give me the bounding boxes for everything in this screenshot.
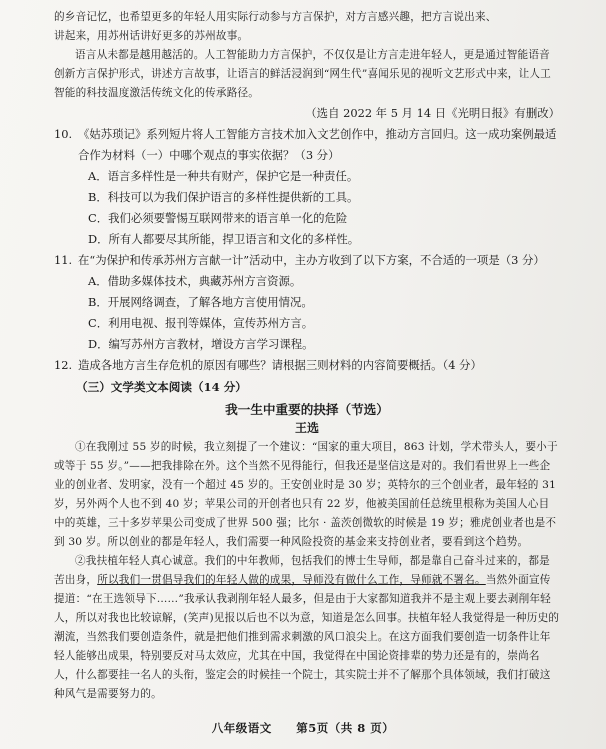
option-a: A．语言多样性是一种共有财产，保护它是一种责任。: [88, 169, 359, 183]
page-footer: [0, 720, 606, 736]
passage-paragraph: 语言从未都是越用越活的。人工智能助力方言保护，不仅仅是让方言走进年轻人，更是通过智能语音创新方言保护形式，讲述方言故事，让语言的鲜活浸润到“网生代”喜闻乐见的视听文艺形式中来，让人工智能的科技温度激活传统文化的传承路径。: [54, 49, 551, 99]
question-text: 造成各地方言生存危机的原因有哪些？请根据三则材料的内容简要概括。（4 分）: [78, 358, 482, 372]
question-text: 《姑苏琐记》系列短片将人工智能方言技术加入文艺创作中，推动方言回归。这一成功案例最适合作为材料（一）中哪个观点的事实依据？（3 分）: [78, 127, 557, 162]
question-number: 10.: [54, 127, 73, 141]
option-a: A．借助多媒体技术，典藏苏州方言资源。: [88, 274, 302, 288]
option-b: B．开展网络调查，了解各地方言使用情况。: [88, 295, 313, 309]
question-10: [54, 124, 560, 166]
question-number: 11.: [54, 253, 73, 267]
section-heading: （三）文学类文本阅读（14 分）: [76, 380, 247, 394]
article-title: 我一生中重要的抉择（节选）: [225, 402, 389, 417]
question-text: 在“为保护和传承苏州方言献一计”活动中，主办方收到了以下方案，不合适的一项是（3 分）: [78, 253, 545, 267]
underlined-sentence: 所以我们一贯倡导我们的年轻人做的成果，导师没有做什么工作，导师就不署名。: [97, 574, 486, 586]
article-paragraph-2: [54, 552, 560, 704]
question-12: [54, 355, 560, 376]
option-b: B．科技可以为我们保护语言的多样性提供新的工具。: [88, 190, 359, 204]
option-d: D．编写苏州方言教材，增设方言学习课程。: [88, 337, 314, 351]
option-d: D．所有人都要尽其所能，捍卫语言和文化的多样性。: [88, 232, 360, 246]
passage-line: 讲起来，用苏州话讲好更多的苏州故事。: [54, 30, 249, 42]
footer-page-number: 第5页（共 8 页）: [296, 721, 395, 735]
article-author: 王选: [294, 421, 319, 435]
option-c: C．利用电视、报刊等媒体，宣传苏州方言。: [88, 316, 314, 330]
article-paragraph-1: ①在我刚过 55 岁的时候，我立刻提了一个建议：“国家的重大项目，863 计划，学术带头人，要小于或等于 55 岁。”——把我排除在外。这个当然不见得能行，但我还是坚信这是对的。我们看世界上一些企业的创业者、发明家，没有一个超过 45 岁的。王安创业时是 30 岁；英特尔的三个创业者，最年轻的 31 岁，另外两个人也不到 40 岁；苹果公司的开创者也只有 22 岁，他被美国前任总统里根称为美国人心目中的英雄，三十多岁苹果公司变成了世界 500 强；比尔 · 盖茨创微软的时候是 19 岁；雅虎创业者也是不到 30 岁。所以创业的都是年轻人，我们需要一种风险投资的基金来支持创业者，要看到这个趋势。: [54, 441, 558, 548]
question-number: 12.: [54, 358, 73, 372]
question-11: [54, 250, 560, 271]
source-citation: （选自 2022 年 5 月 14 日《光明日报》有删改）: [305, 106, 560, 120]
passage-line: 的乡音记忆，也希望更多的年轻人用实际行动参与方言保护，对方言感兴趣，把方言说出来、: [54, 11, 497, 23]
paragraph-text: 当然外面宣传提道：“在王选领导下……”我承认我剥削年轻人最多，但是由于大家都知道我并不是主观上要去剥削年轻人，所以对我也比较谅解，(笑声)见报以后也不以为意，知道是怎么回事。扶植年轻人我觉得是一种历史的潮流，当然我们要创造条件，就是把他们推到需求刺激的风口浪尖上。在这方面我们要创造一切条件让年轻人能够出成果，特别要反对马太效应，尤其在中国，我觉得在中国论资排辈的势力还是有的，崇尚名人，什么都要挂一名人的头衔，鉴定会的时候挂一个院士，其实院士并不了解那个具体领域，我们打破这种风气是需要努力的。: [54, 574, 560, 700]
option-c: C．我们必须要警惕互联网带来的语言单一化的危险: [88, 211, 348, 225]
footer-subject: 八年级语文: [211, 721, 272, 735]
paragraph-text: ②我扶植年轻人真心诚意。我们的中年教师，包括我们的博士生导师，都是靠自己奋斗过来的，都是苦出身，: [54, 555, 550, 586]
